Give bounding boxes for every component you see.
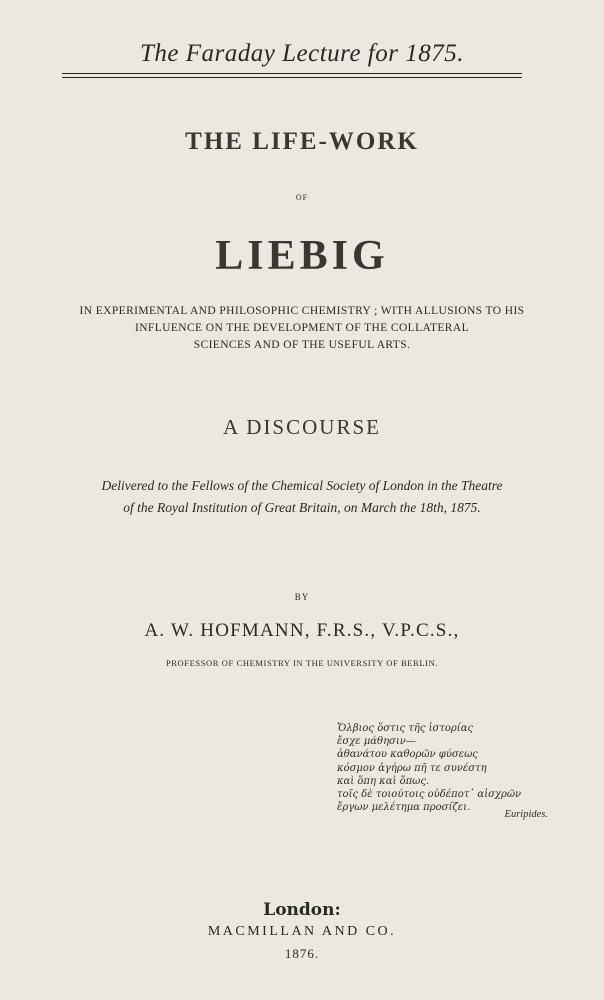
book-title: THE LIFE-WORK xyxy=(185,128,419,155)
epigraph-line: καὶ ὅπη καὶ ὅπως. xyxy=(337,775,430,787)
epigraph-line: ἔσχε μάθησιν— xyxy=(337,736,416,748)
title-underline-secondary xyxy=(62,77,522,78)
subtitle-line: INFLUENCE ON THE DEVELOPMENT OF THE COLLATERAL xyxy=(135,322,469,334)
delivery-note-line: Delivered to the Fellows of the Chemical Society of London in the Theatre xyxy=(101,478,503,493)
epigraph xyxy=(337,722,551,814)
delivery-note-line: of the Royal Institution of Great Britain, on March the 18th, 1875. xyxy=(123,500,481,515)
epigraph-line: Ὄλβιος ὅστις τῆς ἱστορίας xyxy=(337,723,474,734)
lecture-title: The Faraday Lecture for 1875. xyxy=(140,40,464,67)
title-underline xyxy=(62,73,522,74)
by-label: BY xyxy=(294,592,310,602)
subtitle-line: SCIENCES AND OF THE USEFUL ARTS. xyxy=(193,339,411,351)
epigraph-line: τοῖς δὲ τοιούτοις οὐδέποτ᾽ αἰσχρῶν xyxy=(337,789,522,801)
publisher-name: MACMILLAN AND CO. xyxy=(207,924,397,939)
book-subject: LIEBIG xyxy=(215,233,389,279)
author-affiliation: PROFESSOR OF CHEMISTRY IN THE UNIVERSITY OF BERLIN. xyxy=(165,658,439,668)
epigraph-attribution: Euripides. xyxy=(504,809,548,820)
author-name: A. W. HOFMANN, F.R.S., V.P.C.S., xyxy=(144,620,460,641)
publisher-city: London: xyxy=(263,900,341,920)
title-connector: OF xyxy=(295,193,309,202)
epigraph-line: ἔργων μελέτημα προσίζει. xyxy=(337,802,471,814)
epigraph-line: ἀθανάτου καθορῶν φύσεως xyxy=(337,749,478,761)
epigraph-line: κόσμον ἀγήρω πῆ τε συνέστη xyxy=(337,762,487,774)
publication-year: 1876. xyxy=(284,946,320,961)
discourse-heading: A DISCOURSE xyxy=(223,415,381,439)
subtitle-line: IN EXPERIMENTAL AND PHILOSOPHIC CHEMISTRY ; WITH ALLUSIONS TO HIS xyxy=(79,305,525,317)
